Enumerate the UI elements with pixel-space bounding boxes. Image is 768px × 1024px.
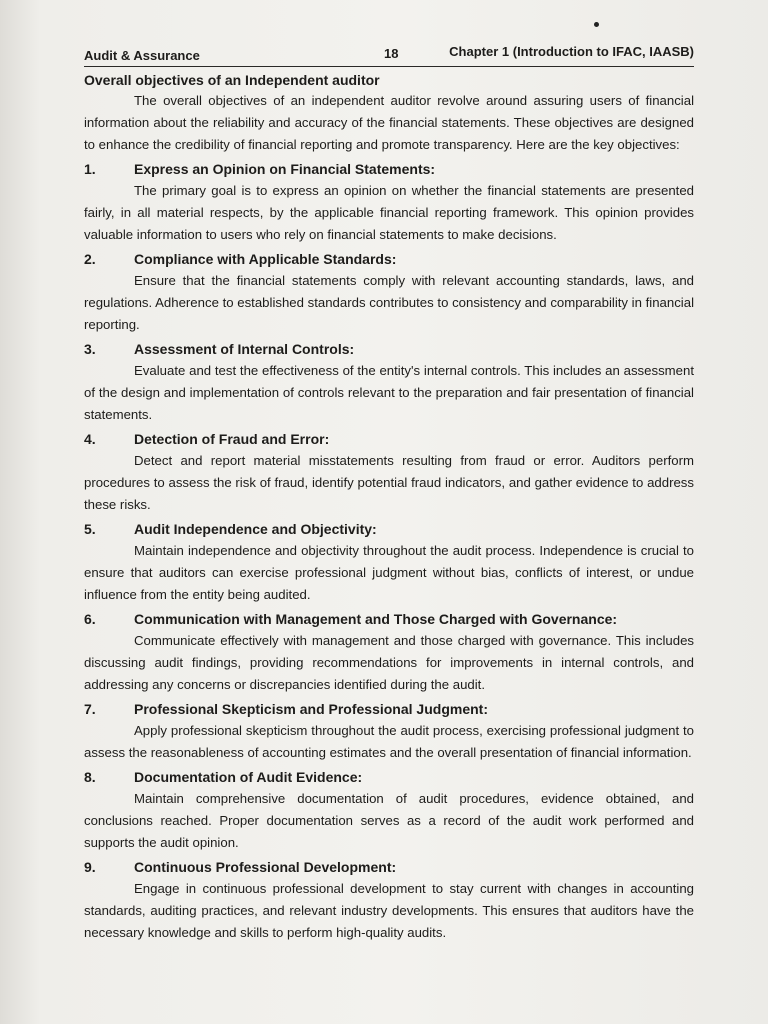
item-number: 5. <box>84 521 96 537</box>
page-number: 18 <box>384 46 399 61</box>
objective-item <box>84 856 694 944</box>
item-body: Apply professional skepticism throughout the audit process, exercising professional judgment to assess the reasonableness of accounting estimates and the overall presentation of financial information. <box>84 723 694 760</box>
chapter-title: Chapter 1 (Introduction to IFAC, IAASB) <box>449 44 694 59</box>
section-title: Overall objectives of an Independent auditor <box>84 72 380 88</box>
item-body: Ensure that the financial statements comply with relevant accounting standards, laws, and regulations. Adherence to established standards contributes to consistency and comparability in financial reporting. <box>84 273 694 332</box>
item-number: 1. <box>84 161 96 177</box>
item-heading: Documentation of Audit Evidence: <box>134 769 363 785</box>
item-heading: Detection of Fraud and Error: <box>134 431 330 447</box>
item-number: 8. <box>84 769 96 785</box>
item-heading: Audit Independence and Objectivity: <box>134 521 377 537</box>
item-number: 7. <box>84 701 96 717</box>
item-heading: Communication with Management and Those Charged with Governance: <box>134 611 618 627</box>
item-heading: Express an Opinion on Financial Statements: <box>134 161 436 177</box>
ink-dot <box>594 22 599 27</box>
page-header <box>84 44 694 67</box>
objective-item <box>84 518 694 606</box>
item-heading: Compliance with Applicable Standards: <box>134 251 397 267</box>
item-body: Detect and report material misstatements resulting from fraud or error. Auditors perform procedures to assess the risk of fraud, identify potential fraud indicators, and gather evidence to address these risks. <box>84 453 694 512</box>
item-number: 6. <box>84 611 96 627</box>
book-title: Audit & Assurance <box>84 48 200 63</box>
objective-item <box>84 608 694 696</box>
item-body: Maintain independence and objectivity throughout the audit process. Independence is crucial to ensure that auditors can exercise professional judgment without bias, conflicts of interest, or undue influence from the entity being audited. <box>84 543 694 602</box>
objective-item <box>84 248 694 336</box>
item-heading: Assessment of Internal Controls: <box>134 341 355 357</box>
item-body: Engage in continuous professional development to stay current with changes in accounting standards, auditing practices, and relevant industry developments. This ensures that auditors have the necessary knowledge and skills to perform high-quality audits. <box>84 881 694 940</box>
item-number: 3. <box>84 341 96 357</box>
item-body: The primary goal is to express an opinion on whether the financial statements are presented fairly, in all material respects, by the applicable financial reporting framework. This opinion provides valuable information to users who rely on financial statements to make decisions. <box>84 183 694 242</box>
objective-item <box>84 338 694 426</box>
objective-item <box>84 766 694 854</box>
item-number: 2. <box>84 251 96 267</box>
item-heading: Continuous Professional Development: <box>134 859 397 875</box>
objective-item <box>84 158 694 246</box>
item-body: Communicate effectively with management and those charged with governance. This includes discussing audit findings, providing recommendations for improvements in internal controls, and addressing any concerns or discrepancies identified during the audit. <box>84 633 694 692</box>
page-content <box>84 70 694 944</box>
item-body: Maintain comprehensive documentation of audit procedures, evidence obtained, and conclusions reached. Proper documentation serves as a record of the audit work performed and supports the audit opinion. <box>84 791 694 850</box>
item-number: 9. <box>84 859 96 875</box>
objective-item <box>84 428 694 516</box>
item-number: 4. <box>84 431 96 447</box>
section-intro: The overall objectives of an independent auditor revolve around assuring users of financial information about the reliability and accuracy of the financial statements. These objectives are designed to enhance the credibility of financial reporting and promote transparency. Here are the key objectives: <box>84 93 694 152</box>
objective-item <box>84 698 694 764</box>
item-body: Evaluate and test the effectiveness of the entity's internal controls. This includes an assessment of the design and implementation of controls relevant to the preparation and fair presentation of financial statements. <box>84 363 694 422</box>
item-heading: Professional Skepticism and Professional Judgment: <box>134 701 488 717</box>
